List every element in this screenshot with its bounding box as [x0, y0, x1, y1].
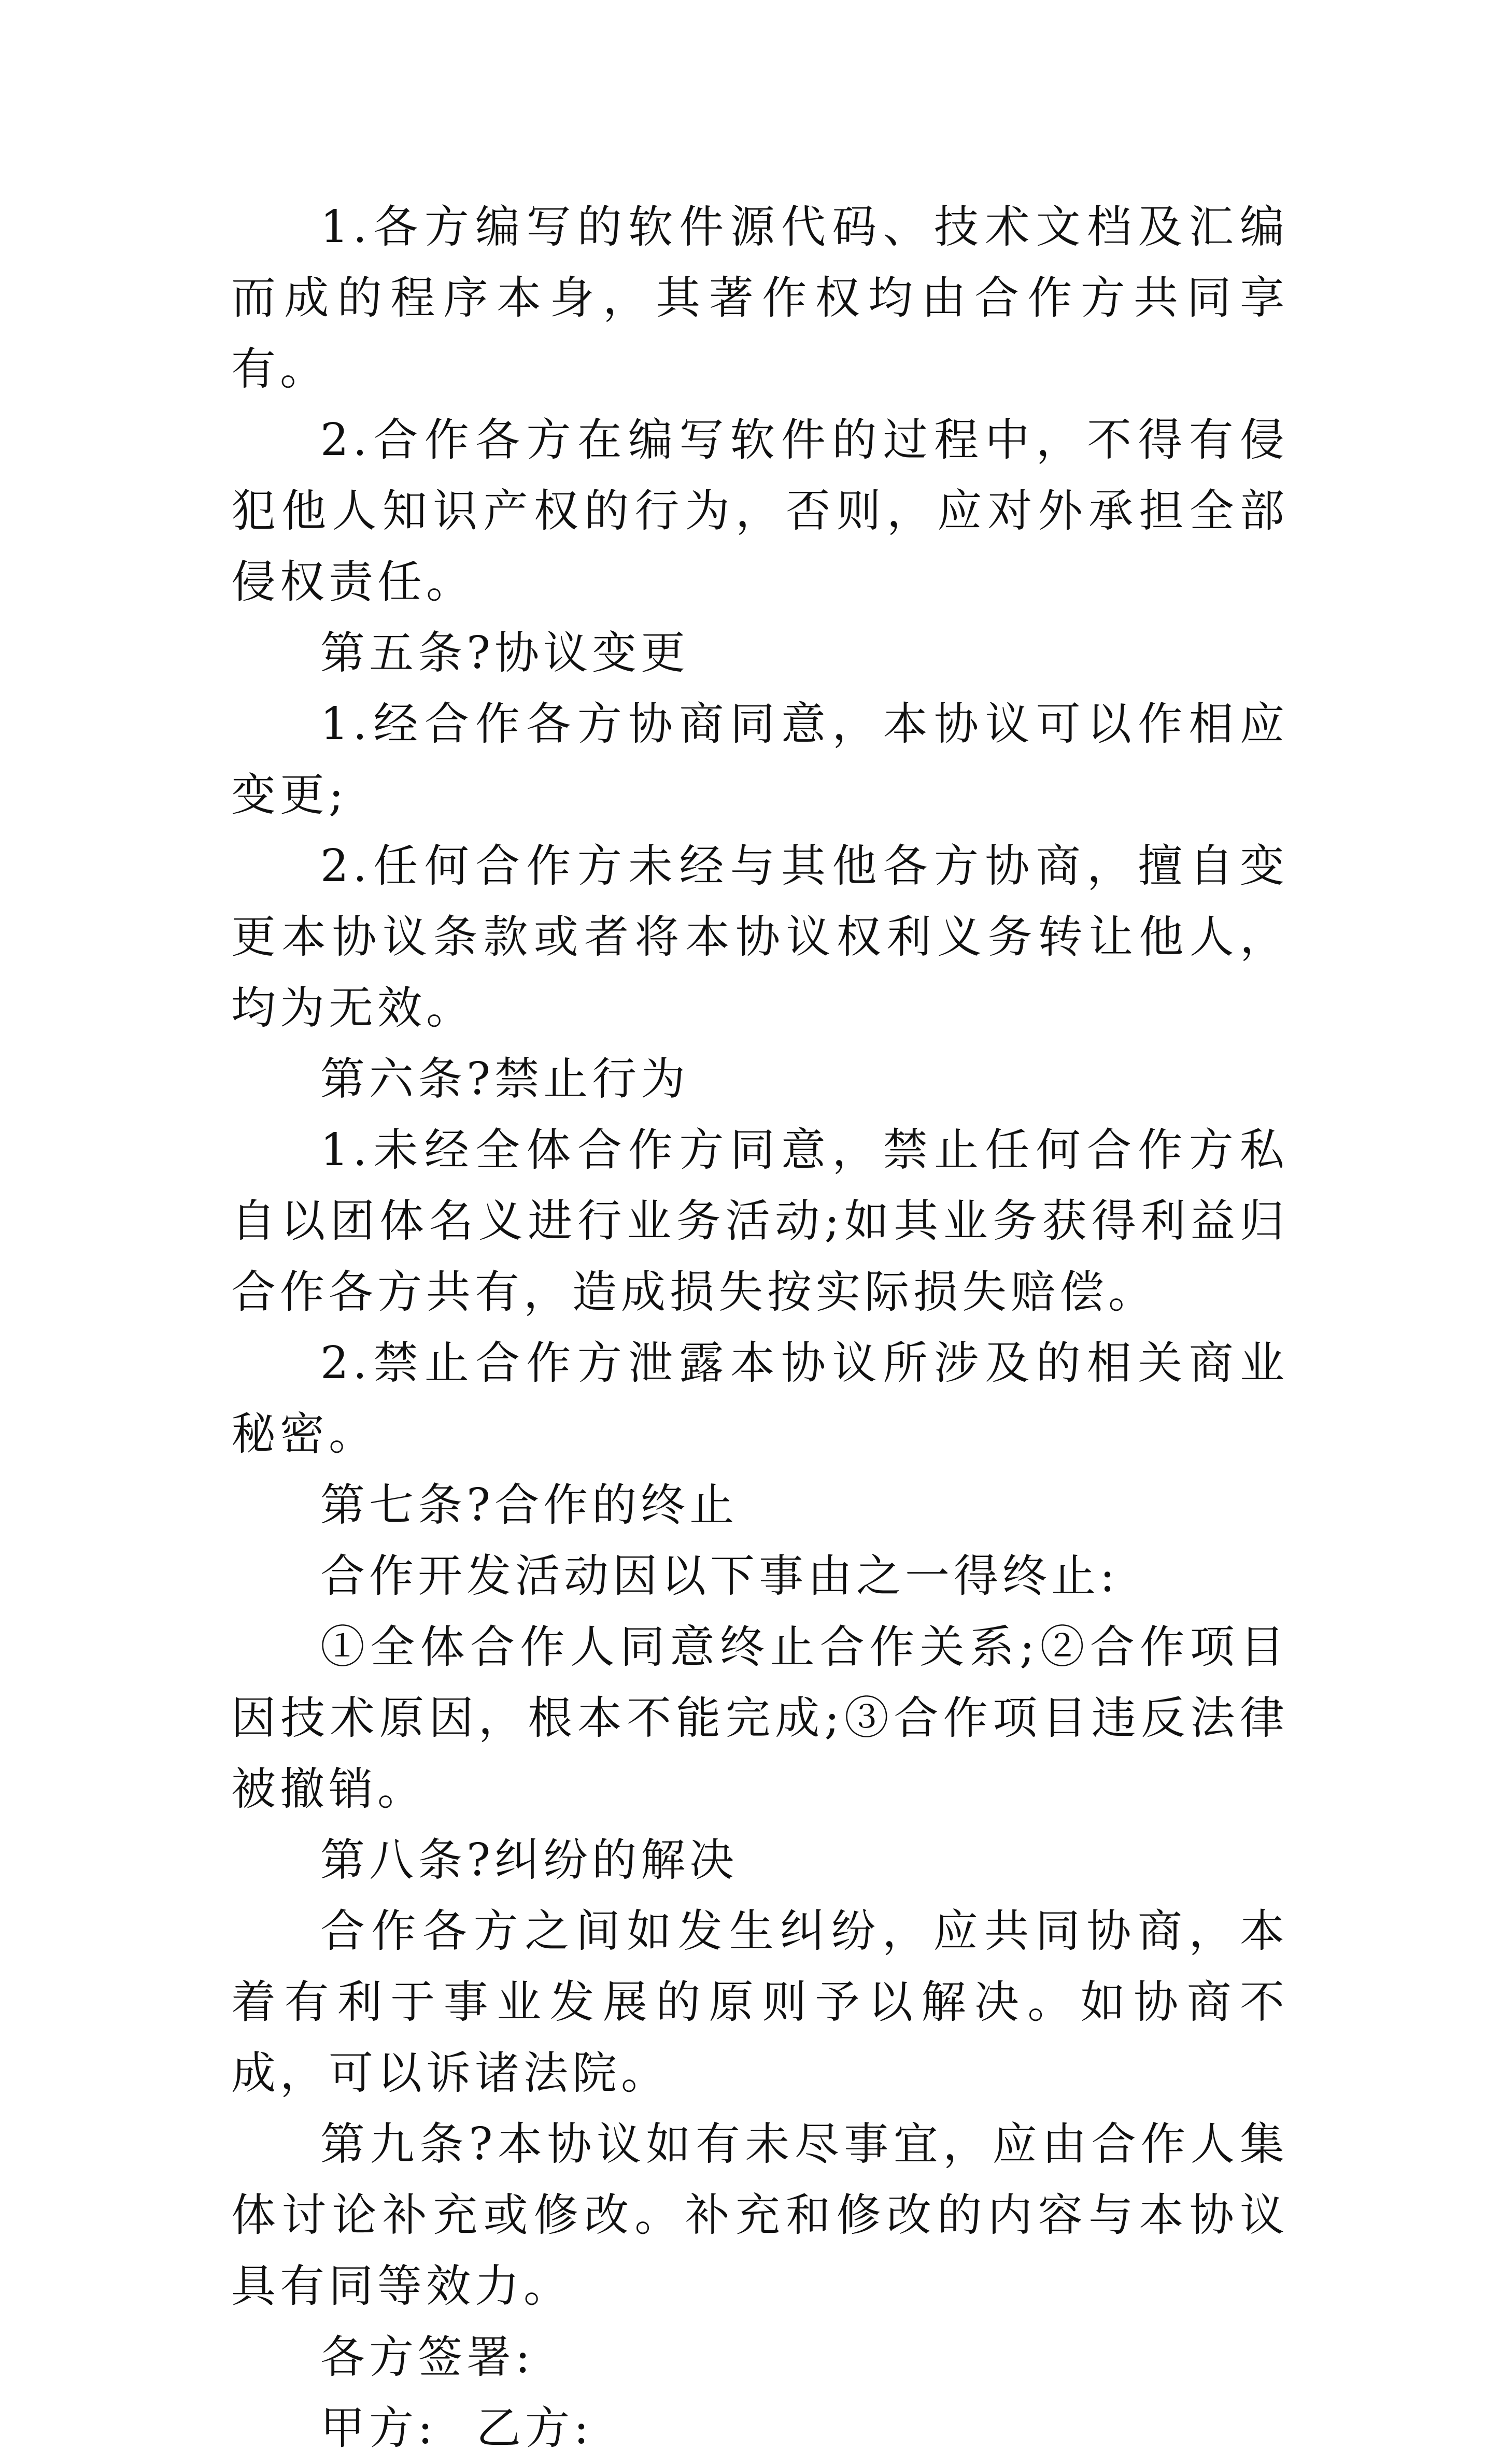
article-8-heading: 第八条?纠纷的解决 [320, 1834, 739, 1886]
signature-row [231, 2393, 1289, 2464]
clause-unauthorized-change: 2.任何合作方未经与其他各方协商，擅自变更本协议条款或者将本协议权利义务转让他人，均为无效。 [231, 840, 1289, 1034]
signatures-heading: 各方签署: [320, 2331, 534, 2383]
clause-confidentiality: 2.禁止合作方泄露本协议所涉及的相关商业秘密。 [231, 1337, 1289, 1460]
clause-no-infringement: 2.合作各方在编写软件的过程中，不得有侵犯他人知识产权的行为，否则，应对外承担全部侵权责任。 [231, 414, 1289, 608]
party-b-label: 乙方: [476, 2402, 593, 2454]
article-9-supplement: 第九条?本协议如有未尽事宜，应由合作人集体讨论补充或修改。补充和修改的内容与本协议具有同等效力。 [231, 2118, 1289, 2312]
article-5-heading: 第五条?协议变更 [320, 627, 690, 679]
article-6-heading: 第六条?禁止行为 [320, 1053, 690, 1105]
party-a-label: 甲方: [320, 2402, 437, 2454]
clause-copyright-ownership: 1.各方编写的软件源代码、技术文档及汇编而成的程序本身，其著作权均由合作方共同享有。 [231, 201, 1289, 395]
clause-termination-intro: 合作开发活动因以下事由之一得终止: [320, 1550, 1119, 1602]
article-7-heading: 第七条?合作的终止 [320, 1479, 739, 1531]
clause-amendment-consent: 1.经合作各方协商同意，本协议可以作相应变更; [231, 698, 1289, 821]
clause-dispute-resolution: 合作各方之间如发生纠纷，应共同协商，本着有利于事业发展的原则予以解决。如协商不成，可以诉诸法院。 [231, 1905, 1289, 2099]
document-body [231, 192, 1289, 2464]
clause-no-private-business: 1.未经全体合作方同意，禁止任何合作方私自以团体名义进行业务活动;如其业务获得利益归合作各方共有，造成损失按实际损失赔偿。 [231, 1124, 1289, 1318]
clause-termination-reasons: ①全体合作人同意终止合作关系;②合作项目因技术原因，根本不能完成;③合作项目违反法律被撤销。 [231, 1621, 1289, 1815]
